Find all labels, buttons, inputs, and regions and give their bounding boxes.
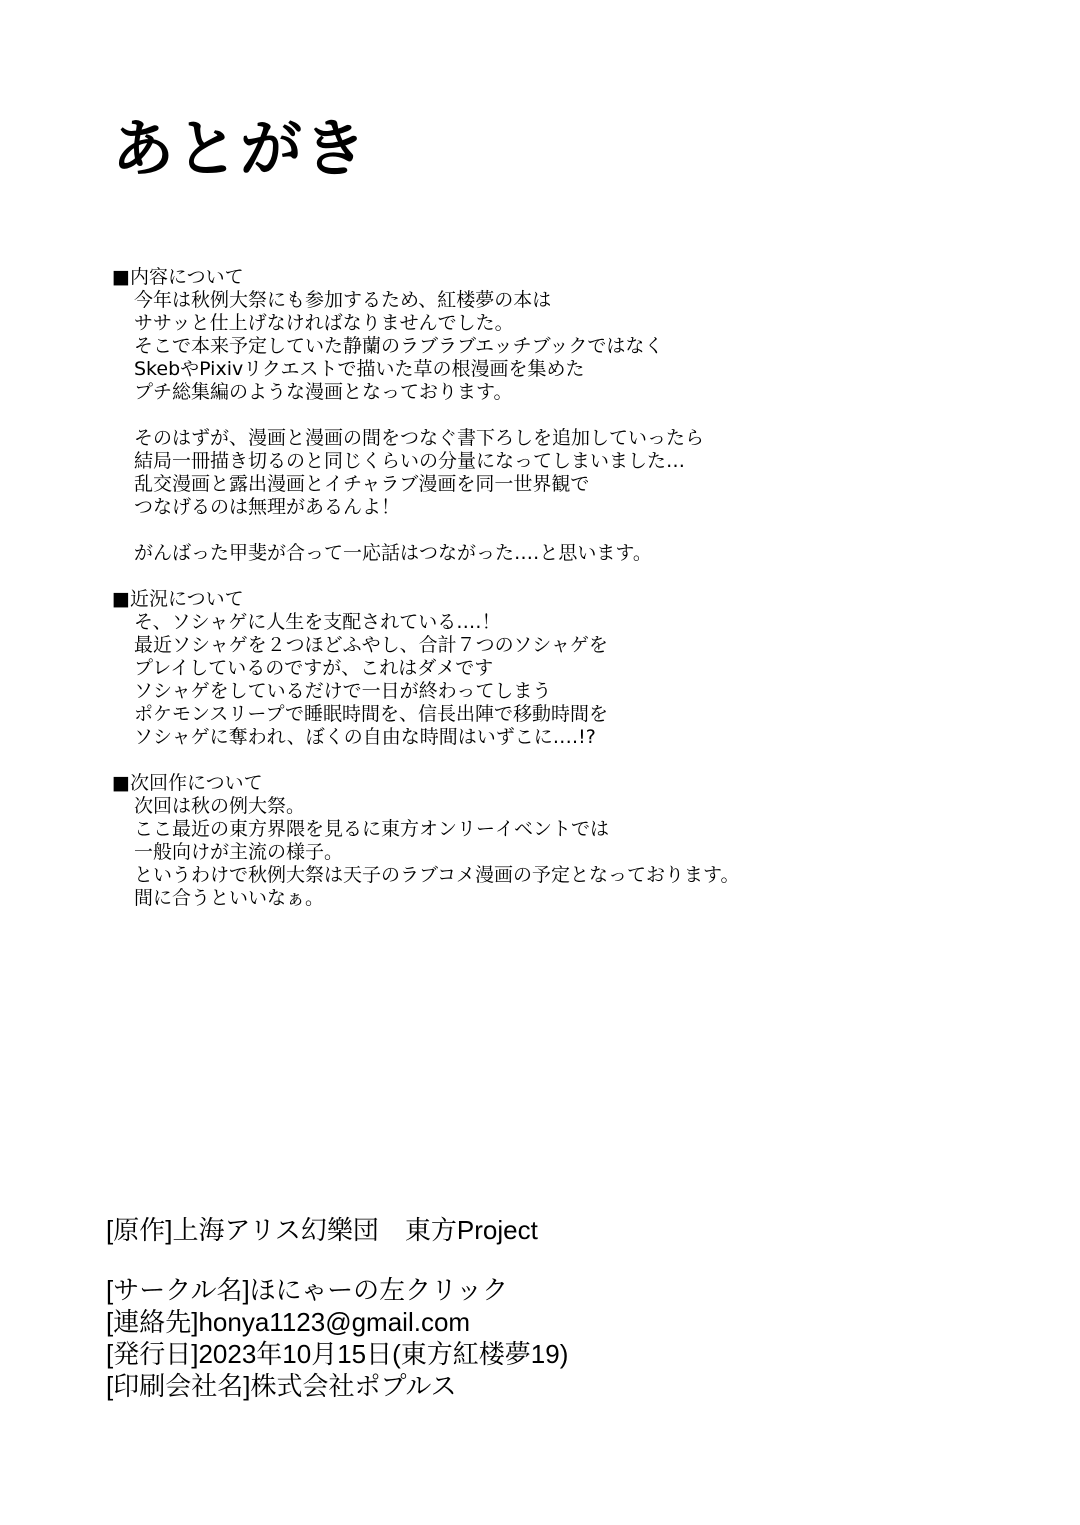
text-line: そこで本来予定していた静蘭のラブラブエッチブックではなく (134, 335, 664, 357)
text-line: SkebやPixivリクエストで描いた草の根漫画を集めた (134, 358, 585, 380)
paragraph (112, 427, 1012, 519)
text-line: ササッと仕上げなければなりませんでした。 (134, 312, 514, 334)
text-line: 間に合うといいなぁ。 (134, 887, 325, 909)
section-next-work (112, 772, 1012, 910)
text-line: ソシャゲに奪われ、ぼくの自由な時間はいずこに‥‥!? (134, 726, 596, 748)
section-heading: ■近況について (112, 588, 244, 610)
text-line: ここ最近の東方界隈を見るに東方オンリーイベントでは (134, 818, 610, 840)
text-line: 乱交漫画と露出漫画とイチャラブ漫画を同一世界観で (134, 473, 590, 495)
text-line: 最近ソシャゲを２つほどふやし、合計７つのソシャゲを (134, 634, 608, 656)
credit-publish-date: [発行日]2023年10月15日(東方紅楼夢19) (106, 1339, 569, 1369)
paragraph (112, 795, 1012, 910)
afterword-body (112, 266, 1012, 910)
text-line: がんばった甲斐が合って一応話はつながった‥‥と思います。 (134, 542, 652, 564)
text-line: 一般向けが主流の様子。 (134, 841, 344, 863)
page-title: あとがき (112, 112, 369, 185)
text-line: 次回は秋の例大祭。 (134, 795, 306, 817)
text-line: ソシャゲをしているだけで一日が終わってしまう (134, 680, 552, 702)
paragraph (112, 611, 1012, 749)
text-line: プチ総集編のような漫画となっております。 (134, 381, 513, 403)
credit-circle-name: [サークル名]ほにゃーの左クリック (106, 1275, 509, 1305)
text-line: そ、ソシャゲに人生を支配されている‥‥！ (134, 611, 501, 633)
paragraph (112, 289, 1012, 404)
section-content (112, 266, 1012, 565)
section-heading: ■次回作について (112, 772, 263, 794)
text-line: つなげるのは無理があるんよ！ (134, 496, 401, 518)
section-heading: ■内容について (112, 266, 244, 288)
section-recent (112, 588, 1012, 749)
text-line: そのはずが、漫画と漫画の間をつなぐ書下ろしを追加していったら (134, 427, 705, 449)
paragraph (112, 542, 1012, 565)
text-line: ポケモンスリープで睡眠時間を、信長出陣で移動時間を (134, 703, 609, 725)
spacer (106, 1246, 1006, 1274)
text-line: プレイしているのですが、これはダメです (134, 657, 494, 679)
text-line: 今年は秋例大祭にも参加するため、紅楼夢の本は (134, 289, 552, 311)
text-line: 結局一冊描き切るのと同じくらいの分量になってしまいました… (134, 450, 686, 472)
credit-printer: [印刷会社名]株式会社ポプルス (106, 1371, 457, 1401)
text-line: というわけで秋例大祭は天子のラブコメ漫画の予定となっております。 (134, 864, 740, 886)
colophon (106, 1214, 1006, 1402)
credit-original-work: [原作]上海アリス幻樂団 東方Project (106, 1215, 538, 1245)
credit-contact: [連絡先]honya1123@gmail.com (106, 1307, 471, 1337)
